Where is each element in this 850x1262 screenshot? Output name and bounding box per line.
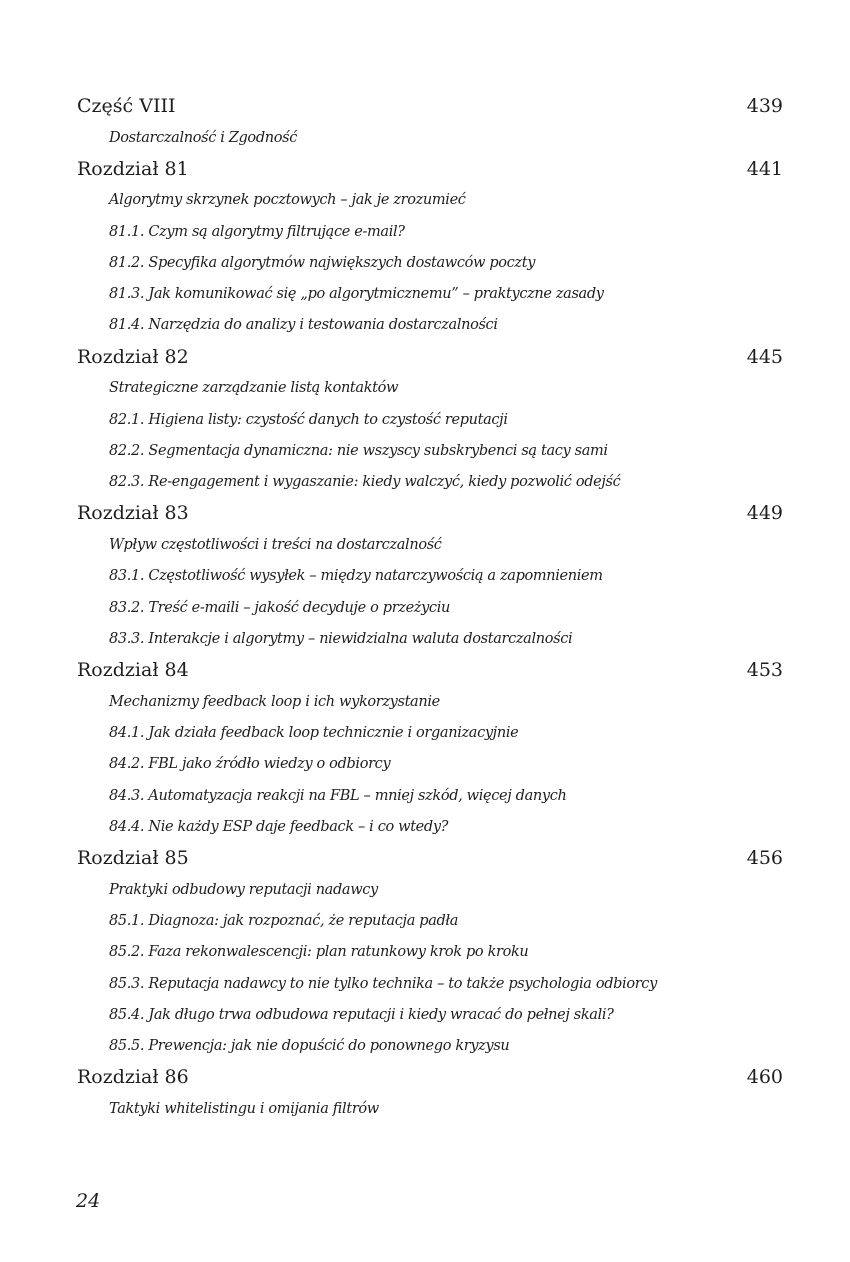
toc-entry: 81.1. Czym są algorytmy filtrujące e-mail? [109, 223, 405, 240]
toc-page-number: 460 [746, 1066, 783, 1089]
toc-page-number: 456 [746, 847, 783, 870]
table-of-contents [77, 91, 783, 1125]
toc-chapter-heading [77, 498, 783, 530]
toc-entry: 85.5. Prewencja: jak nie dopuścić do ponownego kryzysu [109, 1038, 510, 1055]
toc-chapter-heading [77, 843, 783, 875]
toc-entry: Wpływ częstotliwości i treści na dostarczalność [109, 536, 442, 553]
toc-entry: 84.1. Jak działa feedback loop technicznie i organizacyjnie [109, 724, 519, 741]
toc-entry: 84.3. Automatyzacja reakcji na FBL – mniej szkód, więcej danych [109, 787, 567, 804]
toc-chapter-heading [77, 154, 783, 186]
toc-entry: 82.1. Higiena listy: czystość danych to czystość reputacji [109, 411, 508, 428]
toc-heading-title: Rozdział 82 [77, 345, 189, 368]
toc-entry: Praktyki odbudowy reputacji nadawcy [109, 881, 378, 898]
toc-entry: 85.1. Diagnoza: jak rozpoznać, że reputacja padła [109, 912, 459, 929]
toc-page-number: 449 [746, 502, 783, 525]
toc-entry: 83.2. Treść e-maili – jakość decyduje o przeżyciu [109, 599, 450, 616]
toc-heading-title: Rozdział 83 [77, 502, 189, 525]
toc-entry: Taktyki whitelistingu i omijania filtrów [109, 1100, 379, 1117]
toc-entry: 85.2. Faza rekonwalescencji: plan ratunkowy krok po kroku [109, 944, 529, 961]
toc-entry: 82.3. Re-engagement i wygaszanie: kiedy walczyć, kiedy pozwolić odejść [109, 474, 621, 491]
toc-entry: Dostarczalność i Zgodność [109, 129, 297, 146]
toc-entry: 81.4. Narzędzia do analizy i testowania dostarczalności [109, 317, 498, 334]
toc-heading-title: Rozdział 81 [77, 157, 189, 180]
toc-chapter-heading [77, 1062, 783, 1094]
toc-entry: 84.4. Nie każdy ESP daje feedback – i co wtedy? [109, 818, 449, 835]
toc-entry: Mechanizmy feedback loop i ich wykorzystanie [109, 693, 440, 710]
toc-entry: 84.2. FBL jako źródło wiedzy o odbiorcy [109, 756, 391, 773]
toc-page-number: 441 [746, 157, 783, 180]
toc-heading-title: Rozdział 86 [77, 1066, 189, 1089]
toc-entry: Algorytmy skrzynek pocztowych – jak je zrozumieć [109, 192, 466, 209]
toc-entry: 83.3. Interakcje i algorytmy – niewidzialna waluta dostarczalności [109, 630, 573, 647]
toc-entry: 85.3. Reputacja nadawcy to nie tylko technika – to także psychologia odbiorcy [109, 975, 657, 992]
toc-entry: 81.3. Jak komunikować się „po algorytmicznemu” – praktyczne zasady [109, 286, 604, 303]
toc-entry: 83.1. Częstotliwość wysyłek – między natarczywością a zapomnieniem [109, 568, 603, 585]
toc-entry: 85.4. Jak długo trwa odbudowa reputacji i kiedy wracać do pełnej skali? [109, 1006, 614, 1023]
toc-entry: Strategiczne zarządzanie listą kontaktów [109, 380, 399, 397]
toc-chapter-heading [77, 655, 783, 687]
toc-page-number: 439 [746, 95, 783, 117]
toc-page-number: 445 [746, 345, 783, 368]
toc-part-heading [77, 91, 783, 123]
toc-heading-title: Część VIII [77, 95, 176, 117]
page-number-footer: 24 [76, 1190, 101, 1212]
toc-heading-title: Rozdział 85 [77, 847, 189, 870]
toc-chapter-heading [77, 342, 783, 374]
toc-heading-title: Rozdział 84 [77, 659, 189, 682]
toc-page-number: 453 [746, 659, 783, 682]
toc-entry: 82.2. Segmentacja dynamiczna: nie wszyscy subskrybenci są tacy sami [109, 442, 608, 459]
toc-entry: 81.2. Specyfika algorytmów największych dostawców poczty [109, 254, 536, 271]
